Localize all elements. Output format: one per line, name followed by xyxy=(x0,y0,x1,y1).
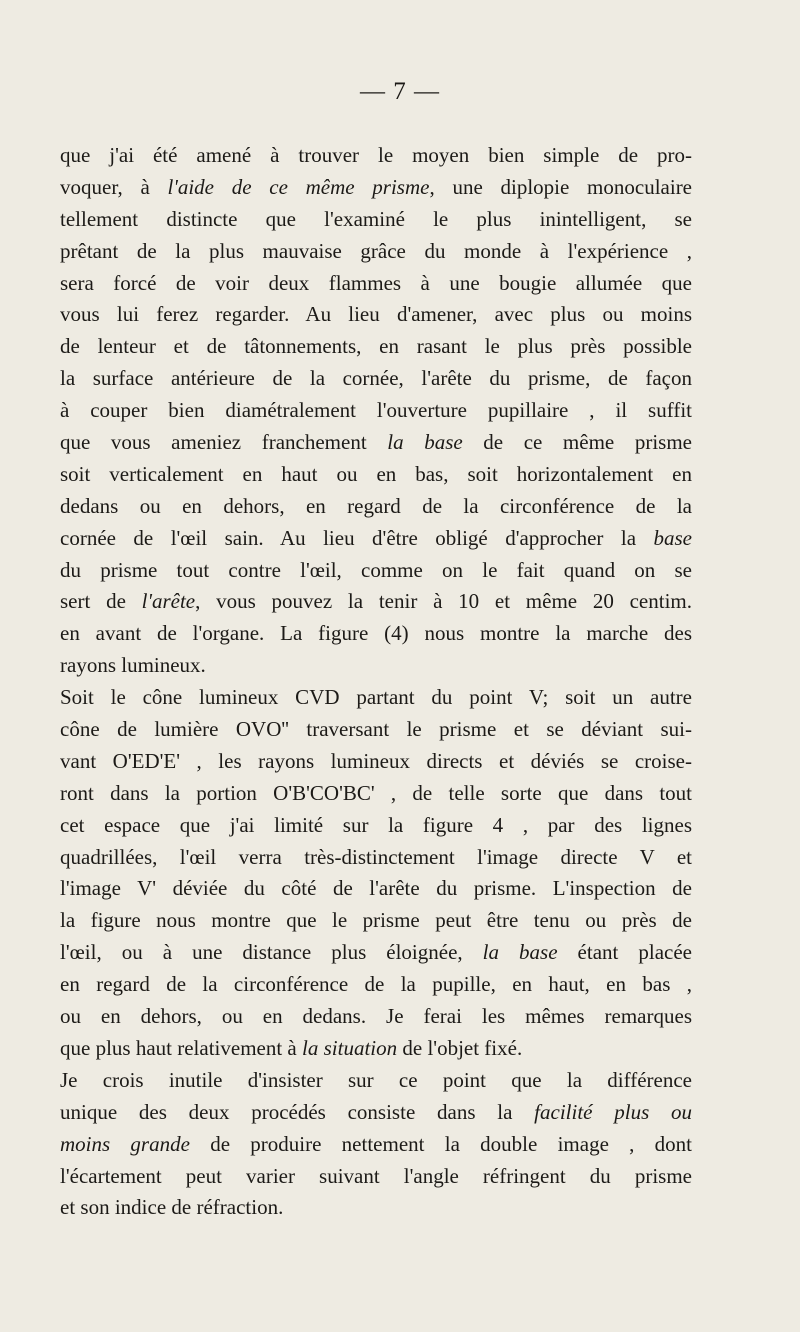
text-line xyxy=(60,268,692,300)
text-line xyxy=(60,682,692,714)
text-run: , vous pouvez la tenir à 10 et même 20 centim. xyxy=(195,589,692,614)
text-run: que vous ameniez franchement xyxy=(60,430,388,455)
italic-text: la situation xyxy=(302,1035,398,1060)
text-line xyxy=(60,363,692,395)
text-run: soit verticalement en haut ou en bas, soit horizontalement en xyxy=(60,461,692,486)
text-line xyxy=(60,873,692,905)
text-run: de lenteur et de tâtonnements, en rasant le plus près possible xyxy=(60,334,692,359)
text-run: sert de xyxy=(60,589,142,614)
italic-text: moins grande xyxy=(60,1131,190,1156)
text-line xyxy=(60,1065,692,1097)
text-run: de ce même prisme xyxy=(462,430,692,455)
italic-text: facilité plus ou xyxy=(534,1099,692,1124)
text-run: l'œil, ou à une distance plus éloignée, xyxy=(60,940,483,965)
text-line xyxy=(60,810,692,842)
italic-text: l'aide de ce même prisme xyxy=(167,174,430,199)
text-line xyxy=(60,140,692,172)
text-run: cornée de l'œil sain. Au lieu d'être obligé d'approcher la xyxy=(60,525,654,550)
text-run: quadrillées, l'œil verra très-distinctement l'image directe V et xyxy=(60,844,692,869)
text-run: dedans ou en dehors, en regard de la circonférence de la xyxy=(60,493,692,518)
text-line xyxy=(60,778,692,810)
text-line xyxy=(60,746,692,778)
text-run: ront dans la portion O'B'CO'BC' , de telle sorte que dans tout xyxy=(60,780,692,805)
text-line xyxy=(60,299,692,331)
text-run: , une diplopie monoculaire xyxy=(429,174,693,199)
text-run: cet espace que j'ai limité sur la figure 4 , par des lignes xyxy=(60,812,692,837)
text-line xyxy=(60,586,692,618)
text-run: ou en dehors, ou en dedans. Je ferai les mêmes remarques xyxy=(60,1004,692,1029)
text-line xyxy=(60,331,692,363)
text-line xyxy=(60,1161,692,1193)
text-run: de produire nettement la double image , dont xyxy=(189,1131,693,1156)
text-run: vous lui ferez regarder. Au lieu d'amener, avec plus ou moins xyxy=(60,302,692,327)
text-run: sera forcé de voir deux flammes à une bougie allumée que xyxy=(60,270,692,295)
text-run: du prisme tout contre l'œil, comme on le fait quand on se xyxy=(60,557,692,582)
text-line xyxy=(60,1033,692,1065)
text-line xyxy=(60,555,692,587)
text-run: la figure nous montre que le prisme peut être tenu ou près de xyxy=(60,908,692,933)
text-run: et son indice de réfraction. xyxy=(60,1195,284,1220)
text-line xyxy=(60,969,692,1001)
text-run: voquer, à xyxy=(60,174,168,199)
text-run: cône de lumière OVO'' traversant le prisme et se déviant sui- xyxy=(60,717,692,742)
text-line xyxy=(60,491,692,523)
text-run: tellement distincte que l'examiné le plus inintelligent, se xyxy=(60,206,692,231)
text-line xyxy=(60,1129,692,1161)
text-run: l'écartement peut varier suivant l'angle réfringent du prisme xyxy=(60,1163,692,1188)
text-line xyxy=(60,618,692,650)
text-line xyxy=(60,1192,692,1224)
text-run: l'image V' déviée du côté de l'arête du prisme. L'inspection de xyxy=(60,876,692,901)
text-line xyxy=(60,236,692,268)
text-line xyxy=(60,427,692,459)
text-run: rayons lumineux. xyxy=(60,653,206,678)
text-run: à couper bien diamétralement l'ouverture pupillaire , il suffit xyxy=(60,398,692,423)
page-number: — 7 — xyxy=(360,78,440,105)
text-run: que plus haut relativement à xyxy=(60,1035,303,1060)
text-run: étant placée xyxy=(557,940,692,965)
text-line xyxy=(60,523,692,555)
text-line xyxy=(60,395,692,427)
text-line xyxy=(60,204,692,236)
text-run: que j'ai été amené à trouver le moyen bien simple de pro- xyxy=(60,143,692,167)
text-line xyxy=(60,172,692,204)
text-run: Je crois inutile d'insister sur ce point que la différence xyxy=(60,1067,692,1092)
body-text xyxy=(60,140,692,1224)
text-line xyxy=(60,1097,692,1129)
text-line xyxy=(60,1001,692,1033)
italic-text: l'arête xyxy=(141,589,196,614)
text-run: la surface antérieure de la cornée, l'arête du prisme, de façon xyxy=(60,366,692,391)
text-line xyxy=(60,842,692,874)
italic-text: la base xyxy=(387,430,463,455)
text-run: en avant de l'organe. La figure (4) nous montre la marche des xyxy=(60,621,692,646)
text-run: unique des deux procédés consiste dans la xyxy=(60,1099,535,1124)
italic-text: la base xyxy=(482,940,558,965)
text-run: vant O'ED'E' , les rayons lumineux directs et déviés se croise- xyxy=(60,748,692,773)
text-line xyxy=(60,905,692,937)
text-line xyxy=(60,459,692,491)
text-line xyxy=(60,650,692,682)
text-run: de l'objet fixé. xyxy=(397,1035,523,1060)
text-line xyxy=(60,714,692,746)
text-run: en regard de la circonférence de la pupille, en haut, en bas , xyxy=(60,972,692,997)
text-run: prêtant de la plus mauvaise grâce du monde à l'expérience , xyxy=(60,238,692,263)
italic-text: base xyxy=(653,525,692,550)
text-line xyxy=(60,937,692,969)
text-run: Soit le cône lumineux CVD partant du point V; soit un autre xyxy=(60,685,692,710)
